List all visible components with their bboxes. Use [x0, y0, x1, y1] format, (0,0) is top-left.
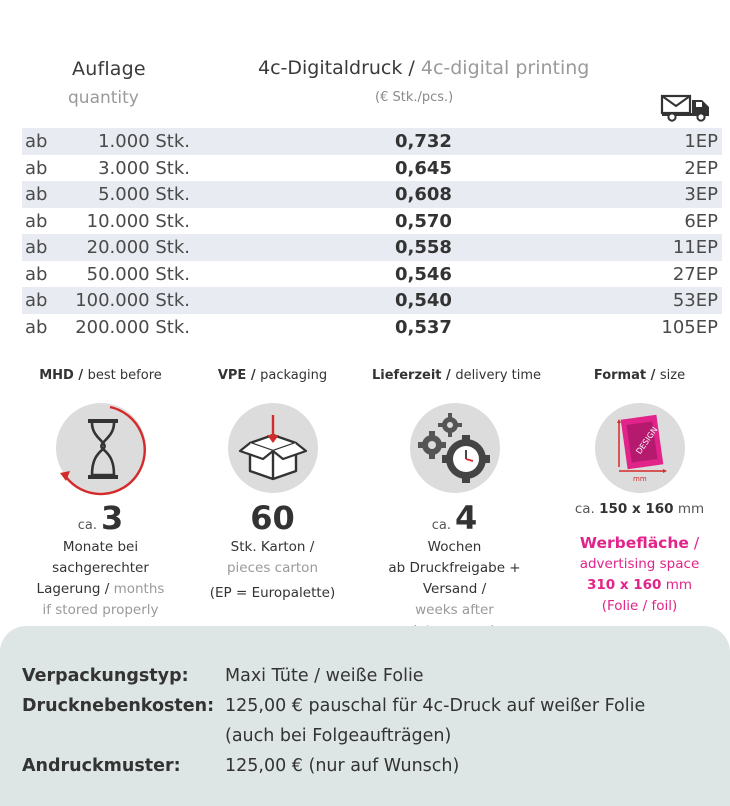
- mhd-value-line: [18, 499, 183, 537]
- row-pallets: 1EP: [684, 131, 718, 152]
- spec-value-andruckmuster: 125,00 € (nur auf Wunsch): [225, 756, 460, 776]
- row-pallets: 2EP: [684, 157, 718, 179]
- lieferzeit-line2: ab Druckfreigabe + Versand /: [388, 560, 521, 597]
- lieferzeit-title: Lieferzeit / delivery time: [372, 368, 542, 383]
- quantity-header-de: Auflage: [72, 58, 146, 80]
- table-row: [22, 261, 722, 288]
- price-unit: (€ Stk./pcs.): [375, 90, 454, 105]
- hourglass-icon: [56, 403, 146, 493]
- row-price: 0,540: [395, 290, 452, 311]
- spec-label-andruckmuster: Andruckmuster:: [22, 756, 181, 776]
- row-quantity: 3.000 Stk.: [98, 157, 190, 179]
- format-design-label: DESIGN: [633, 425, 659, 456]
- price-table: [22, 128, 722, 340]
- vpe-title-en: packaging: [260, 368, 328, 383]
- vpe-line3: (EP = Europalette): [209, 585, 336, 601]
- format-design-icon: [595, 403, 685, 493]
- row-prefix: ab: [25, 131, 48, 152]
- lieferzeit-line3: weeks after: [415, 602, 494, 618]
- row-prefix: ab: [25, 210, 48, 232]
- row-pallets: 53EP: [672, 290, 718, 311]
- row-price: 0,608: [395, 184, 452, 205]
- print-header-sep: /: [402, 57, 421, 79]
- lieferzeit-ca: ca.: [431, 518, 451, 533]
- vpe-line2: pieces carton: [226, 560, 319, 576]
- row-price: 0,645: [395, 157, 452, 179]
- row-price: 0,546: [395, 263, 452, 285]
- row-prefix: ab: [25, 184, 48, 205]
- vpe-line1: Stk. Karton /: [230, 539, 315, 555]
- row-quantity: 200.000 Stk.: [75, 316, 190, 338]
- lieferzeit-value: 4: [454, 499, 478, 537]
- row-prefix: ab: [25, 237, 48, 258]
- row-quantity: 50.000 Stk.: [86, 263, 190, 285]
- row-price: 0,732: [395, 131, 452, 152]
- mhd-description: [18, 537, 183, 621]
- box-icon: [228, 403, 318, 493]
- info-lieferzeit: [372, 368, 542, 663]
- spec-label-verpackungstyp: Verpackungstyp:: [22, 666, 189, 686]
- info-vpe: [190, 368, 355, 604]
- row-price: 0,558: [395, 237, 452, 258]
- row-quantity: 10.000 Stk.: [86, 210, 190, 232]
- lieferzeit-title-en: delivery time: [455, 368, 542, 383]
- mhd-title-en: best before: [87, 368, 162, 383]
- row-price: 0,570: [395, 210, 452, 232]
- lieferzeit-line1: Wochen: [427, 539, 482, 555]
- row-pallets: 6EP: [684, 210, 718, 232]
- row-pallets: 11EP: [672, 237, 718, 258]
- table-row: [22, 287, 722, 314]
- table-row: [22, 155, 722, 182]
- mhd-title-de: MHD: [39, 368, 74, 383]
- lieferzeit-value-line: [372, 499, 537, 537]
- table-row: [22, 208, 722, 235]
- lieferzeit-title-de: Lieferzeit: [372, 368, 442, 383]
- werbeflaeche-block: [557, 533, 722, 617]
- mhd-value: 3: [100, 499, 124, 537]
- werbeflaeche-foil: (Folie / foil): [601, 598, 678, 614]
- print-header-de: 4c-Digitaldruck: [258, 57, 403, 79]
- row-quantity: 100.000 Stk.: [75, 290, 190, 311]
- vpe-value: 60: [250, 499, 295, 537]
- quantity-header-en: quantity: [68, 88, 139, 108]
- row-prefix: ab: [25, 316, 48, 338]
- row-quantity: 5.000 Stk.: [98, 184, 190, 205]
- info-mhd: [18, 368, 183, 621]
- info-format: [557, 368, 722, 617]
- table-row: [22, 234, 722, 261]
- row-prefix: ab: [25, 290, 48, 311]
- vpe-title: VPE / packaging: [217, 368, 328, 383]
- print-header: [258, 57, 589, 79]
- mhd-line1: Monate bei: [62, 539, 139, 555]
- spec-value-drucknebenkosten-note: (auch bei Folgeaufträgen): [225, 726, 452, 746]
- delivery-truck-icon: [660, 92, 712, 122]
- row-quantity: 1.000 Stk.: [98, 131, 190, 152]
- row-quantity: 20.000 Stk.: [86, 237, 190, 258]
- row-pallets: 3EP: [684, 184, 718, 205]
- werbeflaeche-en: advertising space: [579, 556, 700, 572]
- format-title-en: size: [659, 368, 686, 383]
- vpe-description: [190, 537, 355, 604]
- spec-value-drucknebenkosten: 125,00 € pauschal für 4c-Druck auf weißer Folie: [225, 696, 646, 716]
- row-price: 0,537: [395, 316, 452, 338]
- werbeflaeche-title: Werbefläche /: [579, 534, 700, 552]
- mhd-title: MHD / best before: [39, 368, 162, 383]
- gears-clock-icon: [410, 403, 500, 493]
- print-header-en: 4c-digital printing: [420, 57, 590, 79]
- format-title-de: Format: [593, 368, 647, 383]
- table-row: [22, 181, 722, 208]
- row-prefix: ab: [25, 157, 48, 179]
- table-row: [22, 128, 722, 155]
- row-prefix: ab: [25, 263, 48, 285]
- row-pallets: 105EP: [661, 316, 718, 338]
- spec-panel: [0, 626, 730, 806]
- vpe-title-de: VPE: [217, 368, 247, 383]
- format-title: Format / size: [593, 368, 686, 383]
- mhd-line3: Lagerung / months: [36, 581, 165, 597]
- mhd-line2: sachgerechter: [52, 560, 149, 576]
- format-dim-label: mm: [632, 475, 647, 483]
- format-size: 150 x 160: [599, 501, 674, 517]
- mhd-ca: ca.: [77, 518, 97, 533]
- row-pallets: 27EP: [672, 263, 718, 285]
- format-size-line: ca. 150 x 160 mm: [574, 501, 705, 517]
- spec-label-drucknebenkosten: Drucknebenkosten:: [22, 696, 215, 716]
- spec-value-verpackungstyp: Maxi Tüte / weiße Folie: [225, 666, 424, 686]
- vpe-value-line: [190, 499, 355, 537]
- mhd-line4: if stored properly: [42, 602, 159, 618]
- table-row: [22, 314, 722, 341]
- werbeflaeche-size-line: 310 x 160 mm: [586, 577, 693, 593]
